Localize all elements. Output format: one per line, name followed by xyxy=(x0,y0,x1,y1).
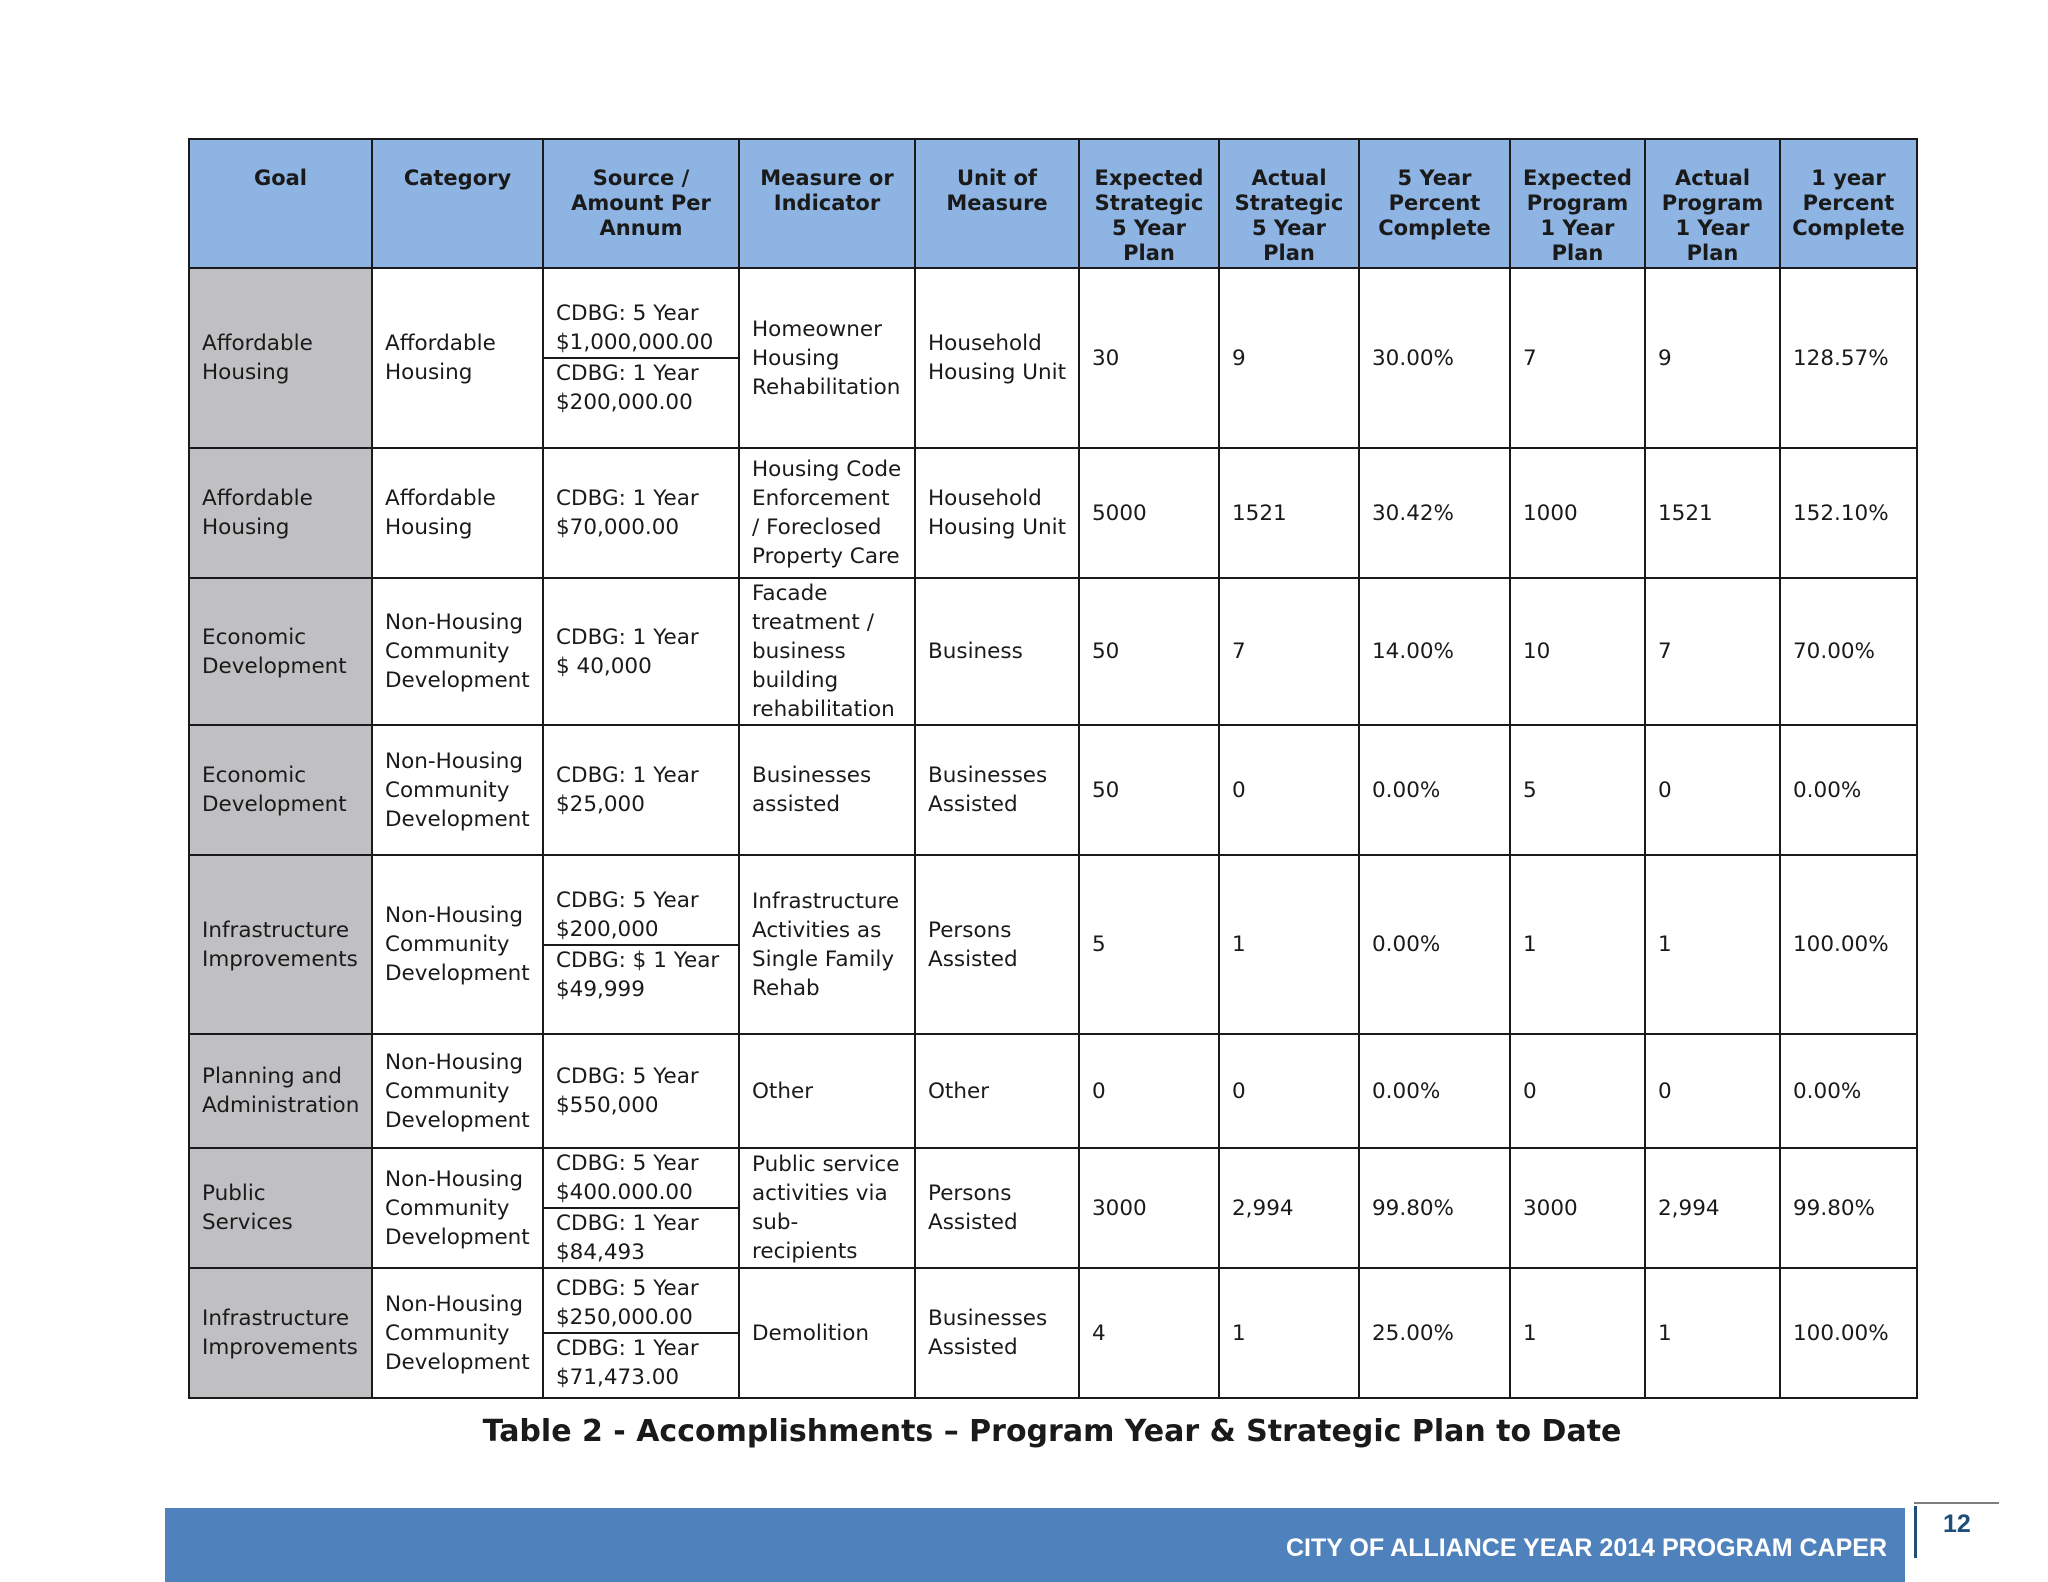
cell-measure: Public service activities via sub-recipients xyxy=(739,1148,915,1268)
cell-percent-1yr: 100.00% xyxy=(1780,1268,1917,1398)
cell-expected-5yr: 30 xyxy=(1079,268,1219,448)
table-caption: Table 2 - Accomplishments – Program Year & Strategic Plan to Date xyxy=(482,1414,1622,1449)
cell-actual-5yr: 1521 xyxy=(1219,448,1359,578)
source-amount: CDBG: 5 Year $200,000 xyxy=(556,887,699,942)
cell-percent-5yr: 0.00% xyxy=(1359,855,1510,1034)
cell-unit: Household Housing Unit xyxy=(915,448,1079,578)
cell-measure: Other xyxy=(739,1034,915,1148)
cell-unit: Persons Assisted xyxy=(915,1148,1079,1268)
table-row xyxy=(189,1034,1917,1148)
cell-unit: Household Housing Unit xyxy=(915,268,1079,448)
cell-percent-5yr: 99.80% xyxy=(1359,1148,1510,1268)
cell-percent-5yr: 25.00% xyxy=(1359,1268,1510,1398)
cell-expected-1yr: 1 xyxy=(1510,1268,1645,1398)
cell-unit: Businesses Assisted xyxy=(915,725,1079,855)
source-amount: CDBG: 5 Year $400.000.00 xyxy=(556,1151,699,1205)
cell-source xyxy=(543,725,739,855)
cell-expected-1yr: 3000 xyxy=(1510,1148,1645,1268)
cell-measure: Facade treatment / business building rehabilitation xyxy=(739,578,915,725)
cell-unit: Businesses Assisted xyxy=(915,1268,1079,1398)
header-category: Category xyxy=(372,139,543,268)
footer-bar xyxy=(165,1508,1905,1582)
cell-measure: Demolition xyxy=(739,1268,915,1398)
cell-category: Affordable Housing xyxy=(372,448,543,578)
cell-percent-1yr: 70.00% xyxy=(1780,578,1917,725)
source-amount: CDBG: 1 Year $70,000.00 xyxy=(556,486,699,540)
cell-measure: Housing Code Enforcement / Foreclosed Property Care xyxy=(739,448,915,578)
cell-percent-1yr: 0.00% xyxy=(1780,725,1917,855)
cell-actual-1yr: 9 xyxy=(1645,268,1780,448)
cell-expected-5yr: 50 xyxy=(1079,725,1219,855)
cell-actual-1yr: 2,994 xyxy=(1645,1148,1780,1268)
cell-percent-1yr: 99.80% xyxy=(1780,1148,1917,1268)
cell-expected-5yr: 5 xyxy=(1079,855,1219,1034)
source-amount: CDBG: 1 Year $25,000 xyxy=(556,763,699,817)
cell-measure: Infrastructure Activities as Single Family Rehab xyxy=(739,855,915,1034)
cell-expected-5yr: 3000 xyxy=(1079,1148,1219,1268)
cell-category: Non-Housing Community Development xyxy=(372,1034,543,1148)
cell-category: Affordable Housing xyxy=(372,268,543,448)
cell-measure: Businesses assisted xyxy=(739,725,915,855)
header-1yr-percent: 1 year Percent Complete xyxy=(1780,139,1917,268)
cell-actual-5yr: 7 xyxy=(1219,578,1359,725)
table-row xyxy=(189,725,1917,855)
page-number-rule xyxy=(1914,1502,1999,1504)
cell-category: Non-Housing Community Development xyxy=(372,1268,543,1398)
header-unit-of-measure: Unit of Measure xyxy=(915,139,1079,268)
cell-percent-1yr: 100.00% xyxy=(1780,855,1917,1034)
source-amount: CDBG: 1 Year $200,000.00 xyxy=(544,357,738,417)
cell-expected-1yr: 1000 xyxy=(1510,448,1645,578)
cell-source xyxy=(543,1148,739,1268)
table-row xyxy=(189,578,1917,725)
cell-percent-1yr: 152.10% xyxy=(1780,448,1917,578)
cell-goal: Economic Development xyxy=(189,578,372,725)
cell-actual-5yr: 0 xyxy=(1219,1034,1359,1148)
source-amount: CDBG: 5 Year $550,000 xyxy=(556,1064,699,1118)
cell-expected-5yr: 0 xyxy=(1079,1034,1219,1148)
cell-actual-1yr: 1 xyxy=(1645,855,1780,1034)
cell-actual-1yr: 0 xyxy=(1645,725,1780,855)
header-actual-strategic-5yr: Actual Strategic 5 Year Plan xyxy=(1219,139,1359,268)
table-row xyxy=(189,1268,1917,1398)
cell-expected-1yr: 5 xyxy=(1510,725,1645,855)
cell-goal: Public Services xyxy=(189,1148,372,1268)
source-amount: CDBG: $ 1 Year $49,999 xyxy=(544,944,738,1004)
cell-unit: Other xyxy=(915,1034,1079,1148)
cell-source xyxy=(543,448,739,578)
table-header-row xyxy=(189,139,1917,268)
cell-actual-5yr: 1 xyxy=(1219,1268,1359,1398)
source-amount: CDBG: 5 Year $1,000,000.00 xyxy=(556,301,714,355)
cell-source xyxy=(543,1034,739,1148)
header-5yr-percent: 5 Year Percent Complete xyxy=(1359,139,1510,268)
cell-expected-1yr: 10 xyxy=(1510,578,1645,725)
cell-measure: Homeowner Housing Rehabilitation xyxy=(739,268,915,448)
table-row xyxy=(189,268,1917,448)
cell-actual-5yr: 0 xyxy=(1219,725,1359,855)
cell-goal: Affordable Housing xyxy=(189,268,372,448)
cell-category: Non-Housing Community Development xyxy=(372,725,543,855)
header-measure-indicator: Measure or Indicator xyxy=(739,139,915,268)
source-amount: CDBG: 1 Year $84,493 xyxy=(544,1207,738,1267)
page-number: 12 xyxy=(1943,1510,1971,1538)
cell-category: Non-Housing Community Development xyxy=(372,578,543,725)
table-row xyxy=(189,448,1917,578)
source-amount: CDBG: 5 Year $250,000.00 xyxy=(556,1276,699,1330)
cell-unit: Persons Assisted xyxy=(915,855,1079,1034)
page-number-divider xyxy=(1914,1506,1917,1558)
cell-percent-5yr: 30.00% xyxy=(1359,268,1510,448)
cell-source xyxy=(543,855,739,1034)
header-actual-program-1yr: Actual Program 1 Year Plan xyxy=(1645,139,1780,268)
source-amount: CDBG: 1 Year $ 40,000 xyxy=(556,624,699,679)
source-amount: CDBG: 1 Year $71,473.00 xyxy=(544,1332,738,1392)
cell-goal: Economic Development xyxy=(189,725,372,855)
footer-title: CITY OF ALLIANCE YEAR 2014 PROGRAM CAPER xyxy=(1285,1534,1887,1562)
table-body xyxy=(189,268,1917,1398)
cell-category: Non-Housing Community Development xyxy=(372,855,543,1034)
cell-expected-5yr: 4 xyxy=(1079,1268,1219,1398)
cell-expected-1yr: 1 xyxy=(1510,855,1645,1034)
cell-actual-5yr: 2,994 xyxy=(1219,1148,1359,1268)
cell-source xyxy=(543,268,739,448)
cell-percent-5yr: 30.42% xyxy=(1359,448,1510,578)
cell-percent-1yr: 0.00% xyxy=(1780,1034,1917,1148)
cell-actual-5yr: 9 xyxy=(1219,268,1359,448)
cell-expected-5yr: 50 xyxy=(1079,578,1219,725)
cell-goal: Infrastructure Improvements xyxy=(189,855,372,1034)
cell-source xyxy=(543,1268,739,1398)
cell-actual-5yr: 1 xyxy=(1219,855,1359,1034)
cell-percent-1yr: 128.57% xyxy=(1780,268,1917,448)
table-row xyxy=(189,1148,1917,1268)
cell-expected-5yr: 5000 xyxy=(1079,448,1219,578)
cell-actual-1yr: 0 xyxy=(1645,1034,1780,1148)
cell-percent-5yr: 14.00% xyxy=(1359,578,1510,725)
cell-expected-1yr: 0 xyxy=(1510,1034,1645,1148)
cell-source xyxy=(543,578,739,725)
cell-percent-5yr: 0.00% xyxy=(1359,1034,1510,1148)
cell-actual-1yr: 1 xyxy=(1645,1268,1780,1398)
header-goal: Goal xyxy=(189,139,372,268)
table-row xyxy=(189,855,1917,1034)
cell-actual-1yr: 7 xyxy=(1645,578,1780,725)
accomplishments-table xyxy=(188,138,1918,1399)
cell-goal: Planning and Administration xyxy=(189,1034,372,1148)
cell-percent-5yr: 0.00% xyxy=(1359,725,1510,855)
cell-goal: Affordable Housing xyxy=(189,448,372,578)
header-expected-program-1yr: Expected Program 1 Year Plan xyxy=(1510,139,1645,268)
header-source-amount: Source / Amount Per Annum xyxy=(543,139,739,268)
cell-category: Non-Housing Community Development xyxy=(372,1148,543,1268)
cell-unit: Business xyxy=(915,578,1079,725)
header-expected-strategic-5yr: Expected Strategic 5 Year Plan xyxy=(1079,139,1219,268)
cell-actual-1yr: 1521 xyxy=(1645,448,1780,578)
cell-goal: Infrastructure Improvements xyxy=(189,1268,372,1398)
cell-expected-1yr: 7 xyxy=(1510,268,1645,448)
